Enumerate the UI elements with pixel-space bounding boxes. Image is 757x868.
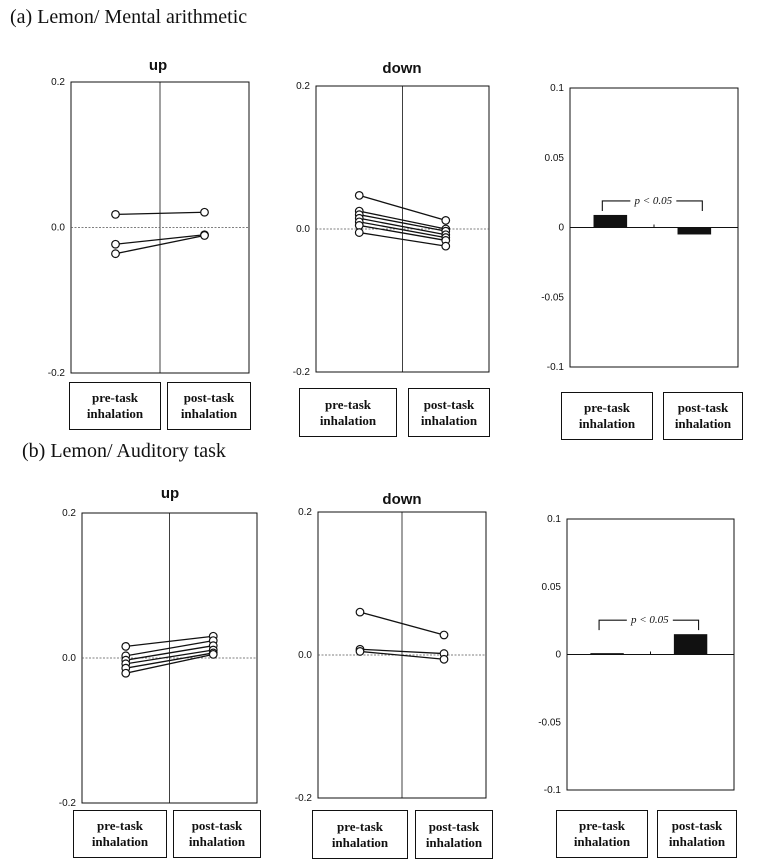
panel-1-point-pre: [112, 211, 120, 219]
panel-5-point-post: [440, 631, 448, 639]
panel-6-ytick-label: 0.1: [547, 514, 561, 525]
panel-3-bar: [594, 215, 628, 228]
panel-4-point-post: [209, 651, 217, 659]
panel-5-point-pre: [356, 648, 364, 656]
panel-6-category-label: pre-task inhalation: [556, 810, 648, 858]
panel-1-ytick-label: 0.0: [51, 222, 65, 234]
panel-1-category-label: post-task inhalation: [167, 382, 251, 430]
panel-1-point-pre: [112, 240, 120, 248]
panel-6-bar: [590, 653, 623, 655]
panel-3-bar: [678, 228, 712, 235]
panel-2-point-pre: [355, 222, 363, 230]
panel-3-category-label: pre-task inhalation: [561, 392, 653, 440]
panel-2-point-pre: [355, 192, 363, 200]
panel-4-ytick-label: 0.0: [62, 653, 76, 664]
panel-5-ytick-label: 0.0: [298, 650, 312, 661]
panel-5-category-label: post-task inhalation: [415, 810, 493, 859]
panel-3-ytick-label: 0.05: [544, 152, 564, 164]
panel-5-title: down: [382, 491, 422, 508]
panel-1-category-label: pre-task inhalation: [69, 382, 161, 430]
panel-5-point-post: [440, 655, 448, 663]
section-title-b: (b) Lemon/ Auditory task: [22, 440, 226, 462]
panel-3-ytick-label: -0.05: [541, 292, 564, 304]
panel-5-ytick-label: 0.2: [298, 507, 312, 518]
panel-3-significance-label: p < 0.05: [634, 194, 673, 207]
panel-4-ytick-label: 0.2: [62, 508, 76, 519]
panel-2-ytick-label: 0.2: [296, 81, 310, 92]
panel-6-ytick-label: -0.05: [538, 717, 561, 729]
panel-3-ytick-label: 0.1: [550, 83, 564, 94]
panel-4-category-label: pre-task inhalation: [73, 810, 167, 858]
section-title-a: (a) Lemon/ Mental arithmetic: [10, 6, 248, 28]
panel-3-category-label: post-task inhalation: [663, 392, 743, 440]
panel-1-point-pre: [112, 250, 120, 258]
panel-1-point-post: [201, 232, 209, 240]
panel-1-ytick-label: -0.2: [47, 368, 65, 379]
panel-2-ytick-label: -0.2: [292, 367, 310, 378]
panel-1-ytick-label: 0.2: [51, 77, 65, 88]
panel-6-bar: [674, 634, 707, 654]
panel-6-ytick-label: -0.1: [543, 785, 561, 796]
panel-4-point-pre: [122, 643, 130, 651]
panel-6-ytick-label: 0: [555, 649, 561, 661]
panel-2-point-pre: [355, 229, 363, 237]
panel-4-category-label: post-task inhalation: [173, 810, 261, 858]
panel-3-ytick-label: -0.1: [546, 362, 564, 373]
panel-3-ytick-label: 0: [558, 222, 564, 234]
panel-2-category-label: post-task inhalation: [408, 388, 490, 437]
panel-1-title: up: [148, 57, 168, 74]
panel-2-title: down: [382, 60, 422, 77]
panel-2-category-label: pre-task inhalation: [299, 388, 397, 437]
panel-5-ytick-label: -0.2: [294, 793, 312, 804]
panel-6-ytick-label: 0.05: [541, 581, 561, 593]
panel-4-point-pre: [122, 669, 130, 677]
panel-2-point-post: [442, 242, 450, 250]
panel-2-ytick-label: 0.0: [296, 224, 310, 235]
panel-6-significance-label: p < 0.05: [630, 614, 669, 627]
panel-5-category-label: pre-task inhalation: [312, 810, 408, 859]
panel-6-category-label: post-task inhalation: [657, 810, 737, 858]
panel-4-title: up: [160, 485, 180, 502]
panel-1-point-post: [201, 208, 209, 216]
panel-5-point-pre: [356, 608, 364, 616]
panel-2-point-post: [442, 217, 450, 225]
panel-4-ytick-label: -0.2: [58, 798, 76, 809]
